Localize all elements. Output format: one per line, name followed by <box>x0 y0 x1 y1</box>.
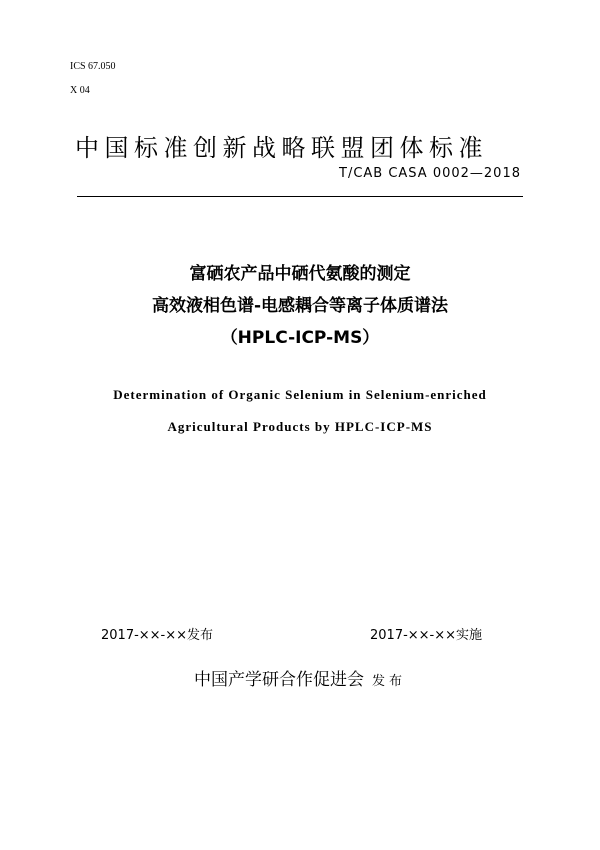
title-cn-line3: （HPLC-ICP-MS） <box>220 328 380 348</box>
standard-code: T/CAB CASA 0002—2018 <box>339 166 521 181</box>
title-en-line2: Agricultural Products by HPLC-ICP-MS <box>167 419 433 434</box>
title-en-line1: Determination of Organic Selenium in Selenium-enriched <box>113 387 487 402</box>
title-cn-line2: 高效液相色谱-电感耦合等离子体质谱法 <box>151 296 449 316</box>
ics-number: ICS 67.050 <box>70 61 116 72</box>
header-divider <box>77 196 523 197</box>
publisher-suffix: 发布 <box>371 674 406 689</box>
issue-date: 2017-××-××发布 <box>101 628 214 643</box>
implement-date: 2017-××-××实施 <box>370 628 483 643</box>
publisher <box>0 665 600 690</box>
title-cn-line1: 富硒农产品中硒代氨酸的测定 <box>189 264 411 284</box>
classification-code: X 04 <box>70 85 90 96</box>
standard-series-title: 中国标准创新战略联盟团体标准 <box>75 134 488 162</box>
publisher-name: 中国产学研合作促进会 <box>193 670 364 690</box>
